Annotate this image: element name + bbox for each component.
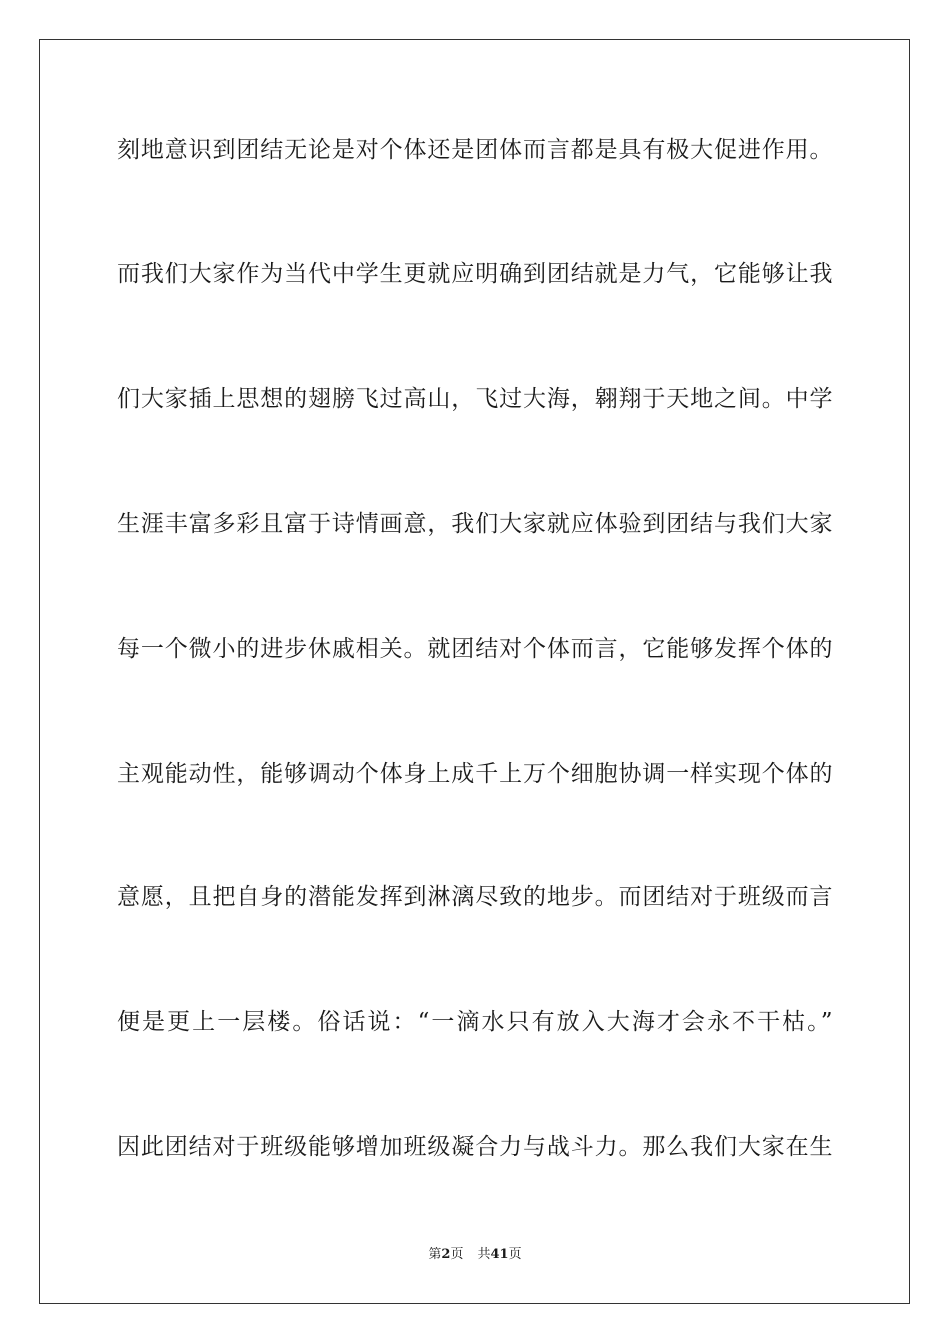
body-line-5: 每一个微小的进步休戚相关。就团结对个体而言，它能够发挥个体的 [117, 636, 833, 662]
page-footer [0, 1246, 950, 1264]
total-prefix: 共 [477, 1247, 491, 1262]
body-line-1: 刻地意识到团结无论是对个体还是团体而言都是具有极大促进作用。 [117, 137, 833, 163]
total-pages: 41 [490, 1247, 509, 1262]
body-line-2: 而我们大家作为当代中学生更就应明确到团结就是力气，它能够让我 [117, 261, 833, 287]
page-suffix: 页 [450, 1247, 464, 1262]
body-line-7: 意愿，且把自身的潜能发挥到淋漓尽致的地步。而团结对于班级而言 [117, 884, 833, 910]
body-line-3: 们大家插上思想的翅膀飞过高山，飞过大海，翱翔于天地之间。中学 [117, 386, 833, 412]
body-line-6: 主观能动性，能够调动个体身上成千上万个细胞协调一样实现个体的 [117, 761, 833, 787]
body-line-4: 生涯丰富多彩且富于诗情画意，我们大家就应体验到团结与我们大家 [117, 511, 833, 537]
page-frame [39, 39, 910, 1304]
page-number: 2 [441, 1247, 451, 1262]
body-line-9: 因此团结对于班级能够增加班级凝合力与战斗力。那么我们大家在生 [117, 1134, 833, 1160]
total-suffix: 页 [508, 1247, 522, 1262]
body-line-8: 便是更上一层楼。俗话说：“一滴水只有放入大海才会永不干枯。” [117, 1009, 833, 1035]
page-prefix: 第 [428, 1247, 442, 1262]
